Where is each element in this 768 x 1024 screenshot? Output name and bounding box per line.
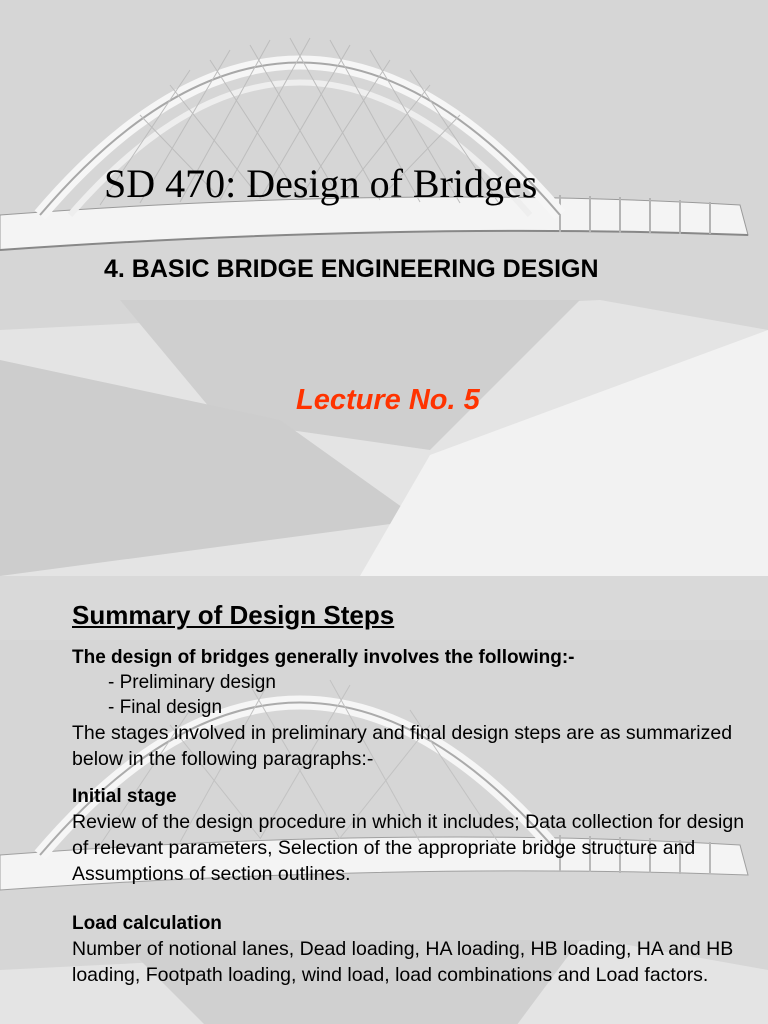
section-title-load-calculation: Load calculation bbox=[72, 913, 222, 934]
list-item: - Preliminary design bbox=[108, 672, 276, 693]
spacer bbox=[72, 887, 752, 899]
summary-intro: The design of bridges generally involves the following:- bbox=[72, 647, 575, 668]
lecture-number: Lecture No. 5 bbox=[296, 384, 480, 416]
summary-content bbox=[72, 600, 752, 988]
section-body-load-calculation: Number of notional lanes, Dead loading, HA loading, HB loading, HA and HB loading, Footpath loading, wind load, load combinations and Load factors. bbox=[72, 938, 734, 986]
list-item: - Final design bbox=[108, 697, 223, 718]
slide-subtitle: 4. BASIC BRIDGE ENGINEERING DESIGN bbox=[104, 255, 599, 283]
summary-heading: Summary of Design Steps bbox=[72, 600, 395, 630]
slide-title: SD 470: Design of Bridges bbox=[104, 161, 538, 206]
section-title-initial-stage: Initial stage bbox=[72, 786, 177, 807]
stages-paragraph: The stages involved in preliminary and final design steps are as summarized below in the following paragraphs:- bbox=[72, 722, 733, 770]
section-body-initial-stage: Review of the design procedure in which it includes; Data collection for design of relevant parameters, Selection of the appropriate bridge structure and Assumptions of section outlines. bbox=[72, 811, 745, 885]
